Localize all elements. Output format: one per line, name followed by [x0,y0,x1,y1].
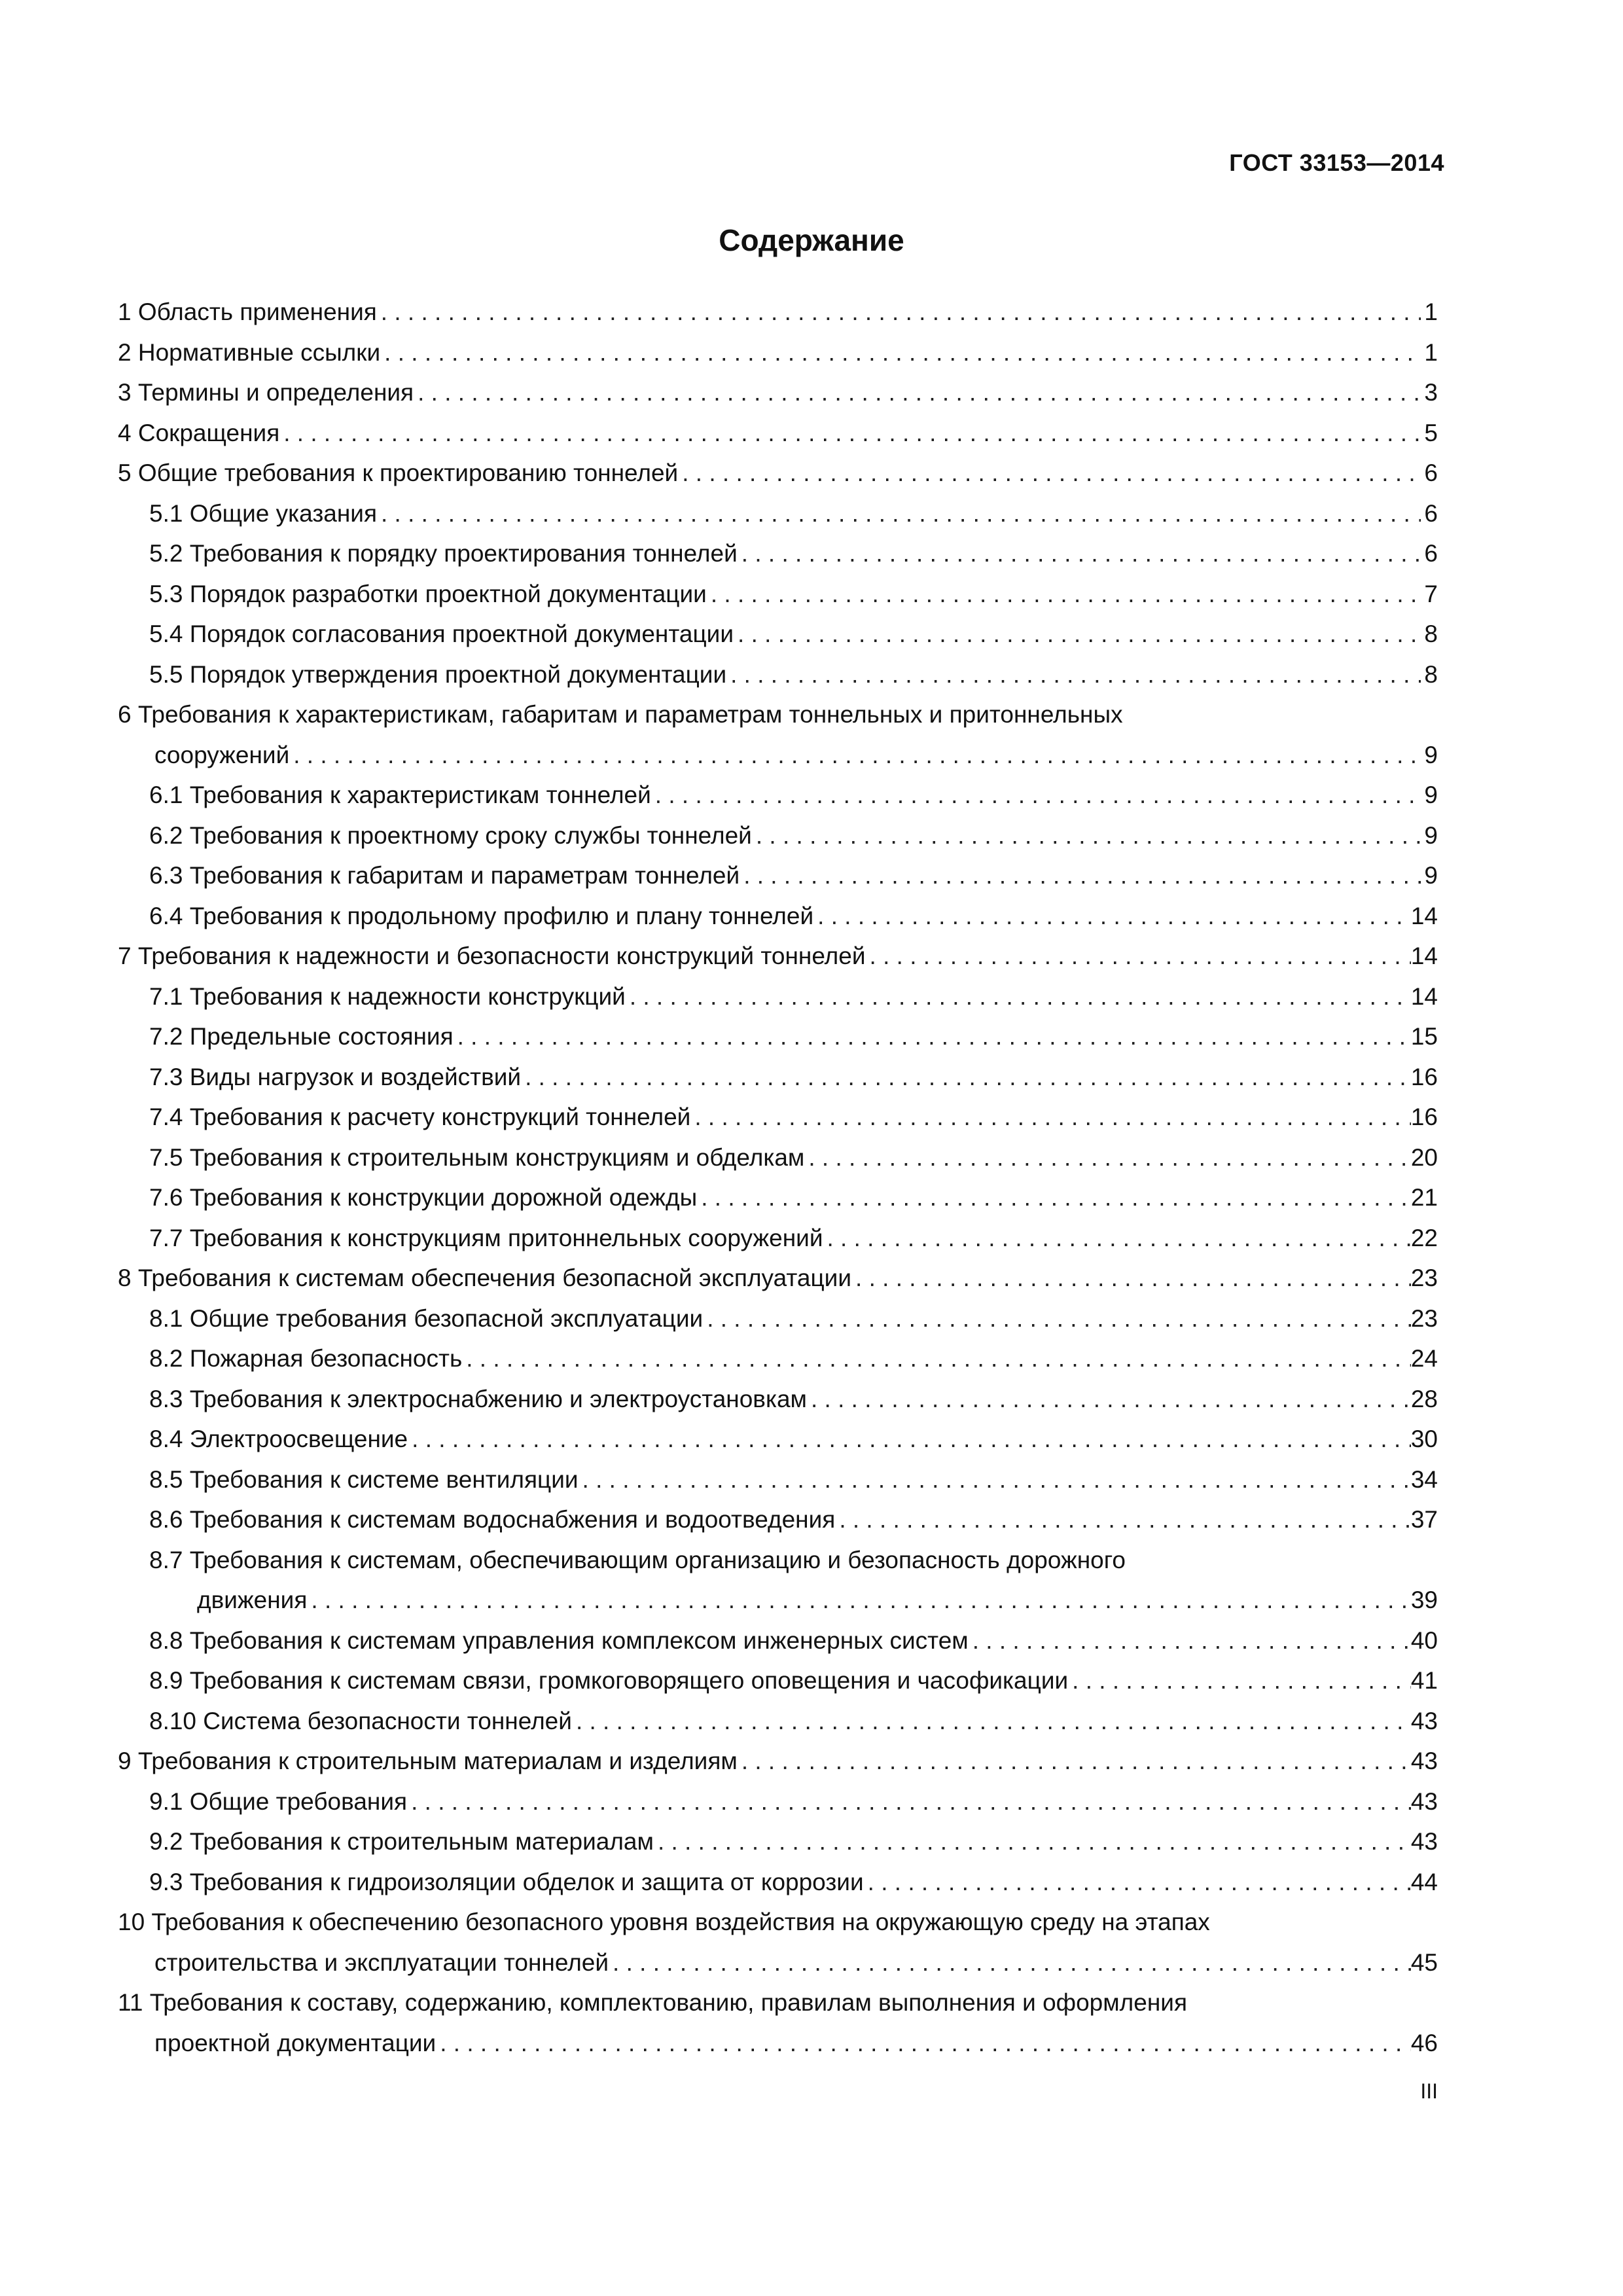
toc-entry[interactable] [149,1138,1438,1178]
dot-leader [756,816,1421,856]
toc-entry-page: 14 [1410,902,1438,929]
dot-leader [525,1057,1411,1098]
dot-leader [741,533,1421,574]
toc-entry[interactable] [149,1862,1438,1903]
dot-leader [293,735,1421,776]
toc-entry-label: 8.1 Общие требования безопасной эксплуатации [149,1304,704,1332]
toc-entry-page: 46 [1410,2029,1438,2056]
toc-entry-page: 22 [1410,1224,1438,1251]
toc-entry[interactable] [149,896,1438,937]
toc-entry-label: 10 Требования к обеспечению безопасного уровня воздействия на окружающую среду на этапах [118,1909,1210,1935]
toc-entry[interactable] [149,493,1438,534]
dot-leader [381,493,1421,534]
toc-entry-page: 23 [1410,1265,1438,1291]
toc-entry-label: 6 Требования к характеристикам, габаритам и параметрам тоннельных и притоннельных [118,701,1123,728]
toc-entry[interactable] [118,1258,1438,1299]
toc-entry-label: 8.10 Система безопасности тоннелей [149,1707,572,1734]
dot-leader [576,1701,1411,1742]
dot-leader [440,2023,1411,2064]
toc-entry[interactable] [149,1016,1438,1057]
dot-leader [682,453,1421,493]
toc-entry-label: 7.6 Требования к конструкции дорожной одежды [149,1184,698,1211]
toc-entry-label: 6.3 Требования к габаритам и параметрам тоннелей [149,862,740,889]
toc-entry-page: 14 [1410,982,1438,1010]
dot-leader [381,292,1421,332]
toc-entry-page: 3 [1424,379,1438,406]
toc-entry[interactable] [149,775,1438,816]
toc-entry[interactable] [149,855,1438,896]
toc-entry-page: 41 [1410,1667,1438,1694]
toc-entry-label: 9.2 Требования к строительным материалам [149,1828,654,1855]
toc-entry[interactable] [149,1701,1438,1742]
toc-entry[interactable] [149,1660,1438,1701]
toc-entry[interactable] [149,655,1438,695]
toc-entry-page: 23 [1410,1304,1438,1332]
toc-entry-label: 7.7 Требования к конструкциям притоннельных сооружений [149,1224,823,1251]
toc-entry[interactable] [149,1338,1438,1379]
dot-leader [868,1862,1411,1903]
toc-entry[interactable] [149,1379,1438,1420]
toc-entry-label: 5 Общие требования к проектированию тоннелей [118,459,679,486]
toc-entry-page: 9 [1424,862,1438,889]
toc-entry-page: 1 [1424,338,1438,366]
toc-entry-page: 34 [1410,1465,1438,1493]
toc-entry-page: 44 [1410,1868,1438,1895]
dot-leader [707,1299,1411,1339]
toc-entry-label: 9 Требования к строительным материалам и изделиям [118,1748,738,1774]
toc-entry-page: 5 [1424,419,1438,446]
toc-entry-label: 8.8 Требования к системам управления комплексом инженерных систем [149,1626,969,1654]
table-of-contents [118,292,1438,2063]
dot-leader [658,1821,1411,1862]
toc-entry[interactable] [149,1299,1438,1339]
page-number: III [1420,2079,1438,2103]
page-title: Содержание [719,223,904,257]
dot-leader [738,614,1421,655]
dot-leader [741,1741,1411,1782]
toc-entry-label: 8 Требования к системам обеспечения безопасной эксплуатации [118,1265,852,1291]
toc-entry-label: 5.5 Порядок утверждения проектной документации [149,660,727,688]
toc-entry-label: 7.4 Требования к расчету конструкций тоннелей [149,1103,691,1130]
dot-leader [418,372,1421,413]
toc-entry-page: 6 [1424,499,1438,527]
toc-entry-label: 9.3 Требования к гидроизоляции обделок и защита от коррозии [149,1868,864,1895]
dot-leader [411,1782,1411,1822]
toc-entry[interactable] [118,1741,1438,1782]
toc-entry-label-continuation: проектной документации [154,2029,437,2056]
toc-entry-label: 7.3 Виды нагрузок и воздействий [149,1063,522,1090]
toc-entry-label: 3 Термины и определения [118,379,414,406]
toc-entry-page: 40 [1410,1626,1438,1654]
toc-entry[interactable] [149,1419,1438,1460]
toc-entry[interactable] [149,1218,1438,1259]
toc-entry[interactable] [118,694,1438,775]
toc-entry[interactable] [149,614,1438,655]
dot-leader [827,1218,1411,1259]
toc-entry-page: 7 [1424,580,1438,607]
dot-leader [630,977,1411,1017]
toc-entry[interactable] [149,1499,1438,1540]
toc-entry-page: 24 [1410,1345,1438,1372]
toc-entry-page: 8 [1424,620,1438,647]
toc-entry-label: 6.2 Требования к проектному сроку службы тоннелей [149,821,752,849]
toc-entry[interactable] [149,533,1438,574]
toc-entry[interactable] [149,816,1438,856]
toc-entry-label: 8.4 Электроосвещение [149,1426,408,1452]
toc-entry[interactable] [118,413,1438,454]
dot-leader [466,1338,1411,1379]
toc-entry[interactable] [149,1621,1438,1661]
dot-leader [711,574,1421,615]
toc-entry-page: 14 [1410,942,1438,969]
dot-leader [582,1460,1411,1500]
toc-entry-label: 7.5 Требования к строительным конструкциям и обделкам [149,1143,805,1171]
dot-leader [839,1499,1411,1540]
dot-leader [613,1943,1411,1983]
toc-entry-page: 39 [1410,1587,1438,1613]
toc-entry-page: 9 [1424,821,1438,849]
toc-entry-label: 8.9 Требования к системам связи, громкоговорящего оповещения и часофикации [149,1667,1069,1694]
toc-entry-page: 9 [1424,741,1438,768]
toc-entry-label: 4 Сокращения [118,419,280,446]
toc-entry-label: 8.7 Требования к системам, обеспечивающим организацию и безопасность дорожного [149,1546,1126,1573]
toc-entry-page: 21 [1410,1184,1438,1211]
toc-entry-page: 37 [1410,1506,1438,1533]
toc-entry-label: 5.3 Порядок разработки проектной документации [149,580,707,607]
dot-leader [655,775,1421,816]
toc-entry[interactable] [149,1782,1438,1822]
dot-leader [384,332,1421,373]
toc-entry-label: 6.1 Требования к характеристикам тоннелей [149,781,651,808]
toc-entry-label: 5.1 Общие указания [149,499,377,527]
toc-entry-label-continuation: движения [197,1587,308,1613]
toc-entry[interactable] [149,1057,1438,1098]
dot-leader [283,413,1421,454]
toc-entry-page: 45 [1410,1948,1438,1976]
toc-entry[interactable] [118,453,1438,493]
toc-entry-label: 7 Требования к надежности и безопасности конструкций тоннелей [118,942,866,969]
toc-entry[interactable] [118,332,1438,373]
toc-entry-page: 43 [1410,1748,1438,1774]
toc-entry-page: 6 [1424,459,1438,486]
dot-leader [311,1580,1410,1621]
toc-entry-page: 9 [1424,781,1438,808]
toc-entry-label: 5.2 Требования к порядку проектирования тоннелей [149,540,738,567]
dot-leader [972,1621,1411,1661]
dot-leader [811,1379,1411,1420]
toc-entry-label: 8.6 Требования к системам водоснабжения и водоотведения [149,1506,836,1533]
toc-entry-page: 8 [1424,660,1438,688]
toc-entry[interactable] [149,1540,1438,1621]
toc-entry[interactable] [118,1982,1438,2063]
toc-entry-label: 9.1 Общие требования [149,1787,408,1815]
dot-leader [855,1258,1411,1299]
dot-leader [1072,1660,1411,1701]
toc-entry-page: 28 [1410,1385,1438,1412]
toc-entry-page: 6 [1424,540,1438,567]
toc-entry[interactable] [149,574,1438,615]
document-code: ГОСТ 33153—2014 [1229,149,1444,176]
toc-entry-label: 5.4 Порядок согласования проектной документации [149,620,734,647]
toc-entry-label: 8.5 Требования к системе вентиляции [149,1465,579,1493]
toc-entry[interactable] [118,936,1438,977]
dot-leader [694,1097,1411,1138]
toc-entry[interactable] [149,1177,1438,1218]
toc-entry[interactable] [118,1902,1438,1982]
dot-leader [870,936,1411,977]
dot-leader [808,1138,1411,1178]
toc-entry-page: 1 [1424,298,1438,325]
toc-entry-label: 1 Область применения [118,298,377,325]
toc-entry-label: 8.2 Пожарная безопасность [149,1345,463,1372]
toc-entry-page: 43 [1410,1707,1438,1734]
toc-entry[interactable] [149,1821,1438,1862]
dot-leader [743,855,1421,896]
toc-entry-label-continuation: строительства и эксплуатации тоннелей [154,1948,609,1976]
toc-entry-page: 16 [1410,1103,1438,1130]
toc-entry-page: 15 [1410,1023,1438,1050]
dot-leader [730,655,1421,695]
toc-entry-page: 30 [1410,1426,1438,1452]
toc-entry-label: 7.1 Требования к надежности конструкций [149,982,626,1010]
toc-entry-label: 8.3 Требования к электроснабжению и электроустановкам [149,1385,807,1412]
toc-entry[interactable] [118,372,1438,413]
toc-entry-page: 43 [1410,1787,1438,1815]
toc-entry-label: 7.2 Предельные состояния [149,1023,454,1050]
toc-entry[interactable] [149,1097,1438,1138]
dot-leader [412,1419,1411,1460]
toc-entry-label-continuation: сооружений [154,741,290,768]
toc-entry-label: 11 Требования к составу, содержанию, комплектованию, правилам выполнения и оформления [118,1989,1187,2016]
toc-entry[interactable] [118,292,1438,332]
toc-entry-page: 20 [1410,1143,1438,1171]
toc-entry-page: 16 [1410,1063,1438,1090]
dot-leader [701,1177,1411,1218]
toc-entry[interactable] [149,1460,1438,1500]
toc-entry-page: 43 [1410,1828,1438,1855]
toc-entry-label: 6.4 Требования к продольному профилю и плану тоннелей [149,902,814,929]
dot-leader [457,1016,1411,1057]
toc-entry-label: 2 Нормативные ссылки [118,338,381,366]
toc-entry[interactable] [149,977,1438,1017]
dot-leader [817,896,1411,937]
